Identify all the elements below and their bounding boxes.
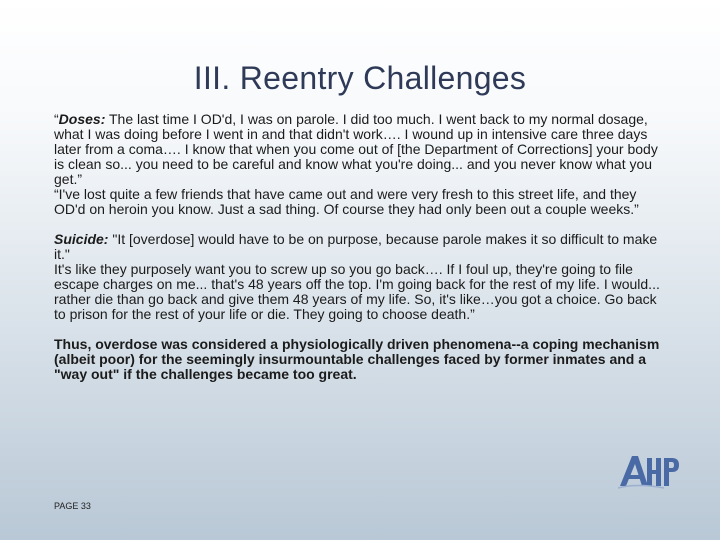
slide-title: III. Reentry Challenges xyxy=(193,60,527,96)
suicide-paragraph xyxy=(54,232,668,262)
suicide-paragraph-2: It's like they purposely want you to screw up so you go back…. If I foul up, they're going to file escape charges on me... that's 48 years off the top. I'm going back for the rest of my life. I would... rather die than go back and give them 48 years of my life. So, it's like…you got a choice. Go back to prison for the rest of your life or die. They going to choose death.” xyxy=(54,261,660,322)
slide-body xyxy=(54,112,668,382)
doses-paragraph xyxy=(54,112,668,187)
doses-text: The last time I OD'd, I was on parole. I did too much. I went back to my normal dosage, what I was doing before I went in and that didn't work…. I wound up in intensive care three days later from a coma…. I know that when you come out of [the Department of Corrections] your body is clean so... you need to be careful and know what you're doing... and you never know what you get.” xyxy=(54,111,658,187)
conclusion-paragraph: Thus, overdose was considered a physiologically driven phenomena--a coping mechanism (albeit poor) for the seemingly insurmountable challenges faced by former inmates and a "way out" if the challenges became too great. xyxy=(54,336,660,382)
doses-quote-open: “ xyxy=(54,111,59,127)
doses-label: Doses: xyxy=(58,111,106,127)
ahp-logo xyxy=(618,450,680,490)
page-number: PAGE 33 xyxy=(54,501,91,511)
suicide-label: Suicide: xyxy=(54,231,109,247)
doses-paragraph-2: “I've lost quite a few friends that have came out and were very fresh to this street life, and they OD'd on heroin you know. Just a sad thing. Of course they had only been out a couple weeks.” xyxy=(54,186,639,217)
suicide-text: "It [overdose] would have to be on purpose, because parole makes it so difficult to make it." xyxy=(54,231,658,262)
